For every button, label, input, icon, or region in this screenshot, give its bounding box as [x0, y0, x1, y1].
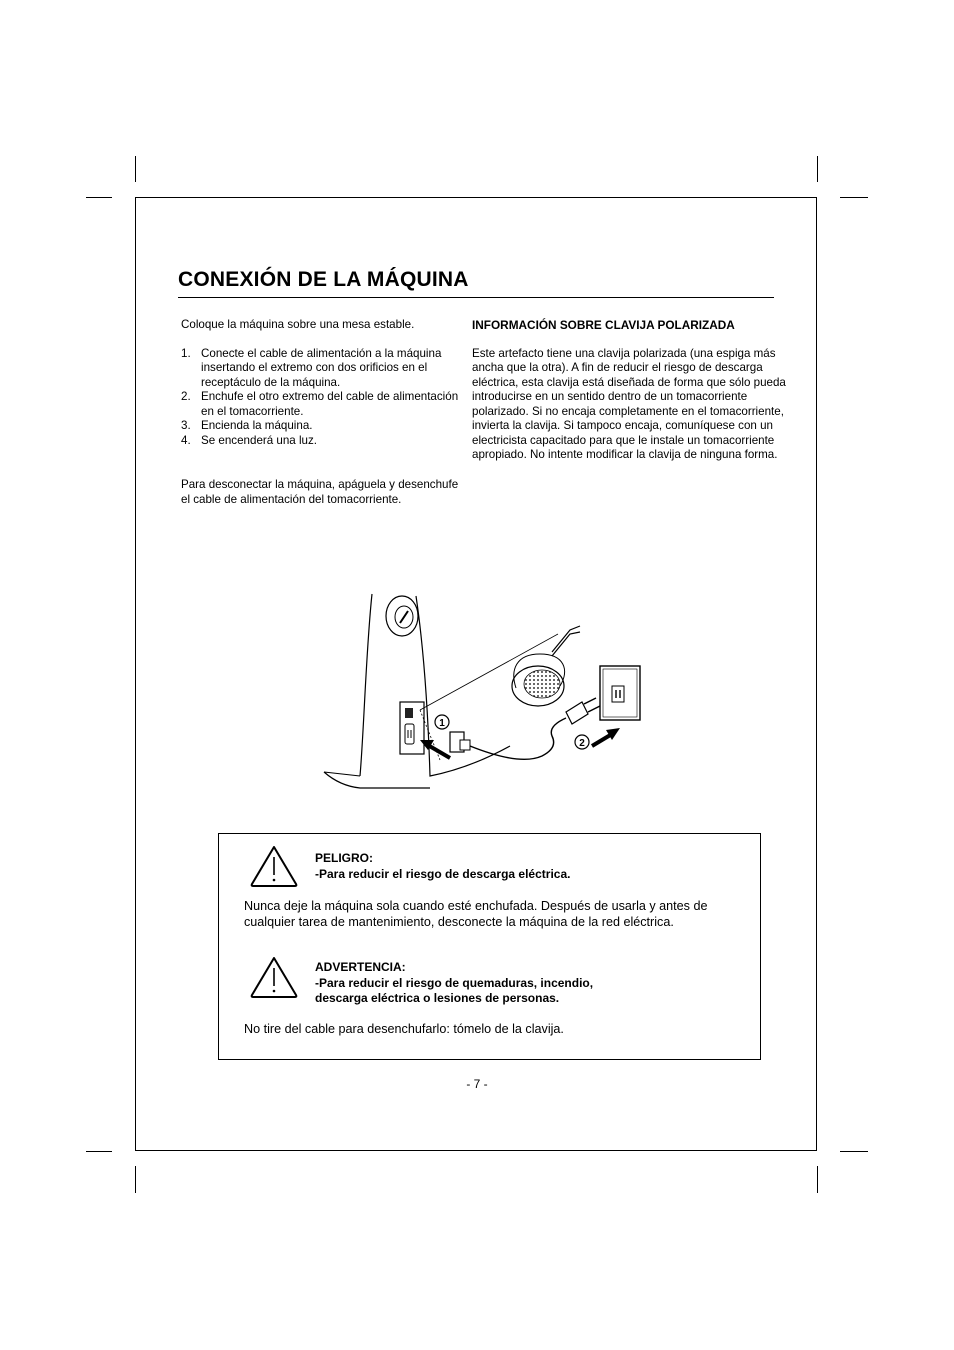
caution-heading	[315, 960, 593, 1007]
caution-subtitle: -Para reducir el riesgo de quemaduras, incendio,	[315, 975, 594, 990]
disconnect-text: Para desconectar la máquina, apáguela y desenchufe el cable de alimentación del tomacorriente.	[181, 478, 459, 506]
danger-subtitle: -Para reducir el riesgo de descarga eléctrica.	[315, 866, 571, 881]
crop-mark	[840, 197, 868, 198]
steps-list	[181, 347, 461, 449]
power-cord	[470, 718, 566, 759]
title-divider	[178, 297, 774, 298]
intro-text: Coloque la máquina sobre una mesa estable.	[181, 318, 415, 331]
step-2-label: 2	[579, 738, 585, 749]
list-item: 3. Encienda la máquina.	[181, 419, 313, 432]
crop-mark	[817, 156, 818, 182]
list-item: 1. Conecte el cable de alimentación a la máquina insertando el extremo con dos orificios en el receptáculo de la máquina.	[181, 346, 442, 389]
page-number: - 7 -	[466, 1077, 488, 1091]
wall-outlet-icon	[600, 666, 640, 720]
list-item: 4. Se encenderá una luz.	[181, 433, 318, 447]
crop-mark	[86, 197, 112, 198]
danger-title: PELIGRO:	[315, 851, 374, 865]
crop-mark	[840, 1151, 868, 1152]
crop-mark	[817, 1166, 818, 1193]
step-1-label: 1	[439, 718, 445, 729]
handwheel-icon	[386, 596, 418, 636]
foot-pedal-icon	[512, 626, 580, 706]
plug-icon	[566, 698, 600, 724]
arrow-icon	[592, 728, 620, 746]
danger-text: Nunca deje la máquina sola cuando esté enchufada. Después de usarla y antes de cualquier tarea de mantenimiento, desconecte la máquina de la red eléctrica.	[244, 899, 708, 929]
connection-illustration	[320, 590, 650, 790]
warning-triangle-icon	[249, 955, 299, 999]
safety-warnings-box	[218, 833, 761, 1060]
caution-title: ADVERTENCIA:	[315, 960, 406, 974]
polarized-plug-column	[472, 318, 790, 463]
section-body: Este artefacto tiene una clavija polarizada (una espiga más ancha que la otra). A fin de reducir el riesgo de descarga eléctrica, esta clavija está diseñada de forma que sólo pueda introducirse en un sentido dentro de un tomacorriente polarizado. Si no encaja completamente en el tomacorriente, invierta la clavija. Si tampoco encaja, comuníquese con un electricista capacitado para que le instale un tomacorriente apropiado. No intente modificar la clavija de ninguna forma.	[472, 346, 786, 461]
section-heading: INFORMACIÓN SOBRE CLAVIJA POLARIZADA	[472, 318, 735, 332]
crop-mark	[86, 1151, 112, 1152]
warning-triangle-icon	[249, 844, 299, 888]
instructions-column	[181, 318, 461, 507]
caution-subtitle: descarga eléctrica o lesiones de personas.	[315, 991, 560, 1005]
crop-mark	[135, 1166, 136, 1193]
crop-mark	[135, 156, 136, 182]
caution-text: No tire del cable para desenchufarlo: tómelo de la clavija.	[244, 1022, 564, 1036]
danger-heading	[315, 851, 570, 882]
page-title: CONEXIÓN DE LA MÁQUINA	[178, 268, 469, 291]
cord-connector-icon	[450, 732, 470, 752]
list-item: 2. Enchufe el otro extremo del cable de alimentación en el tomacorriente.	[181, 390, 459, 418]
